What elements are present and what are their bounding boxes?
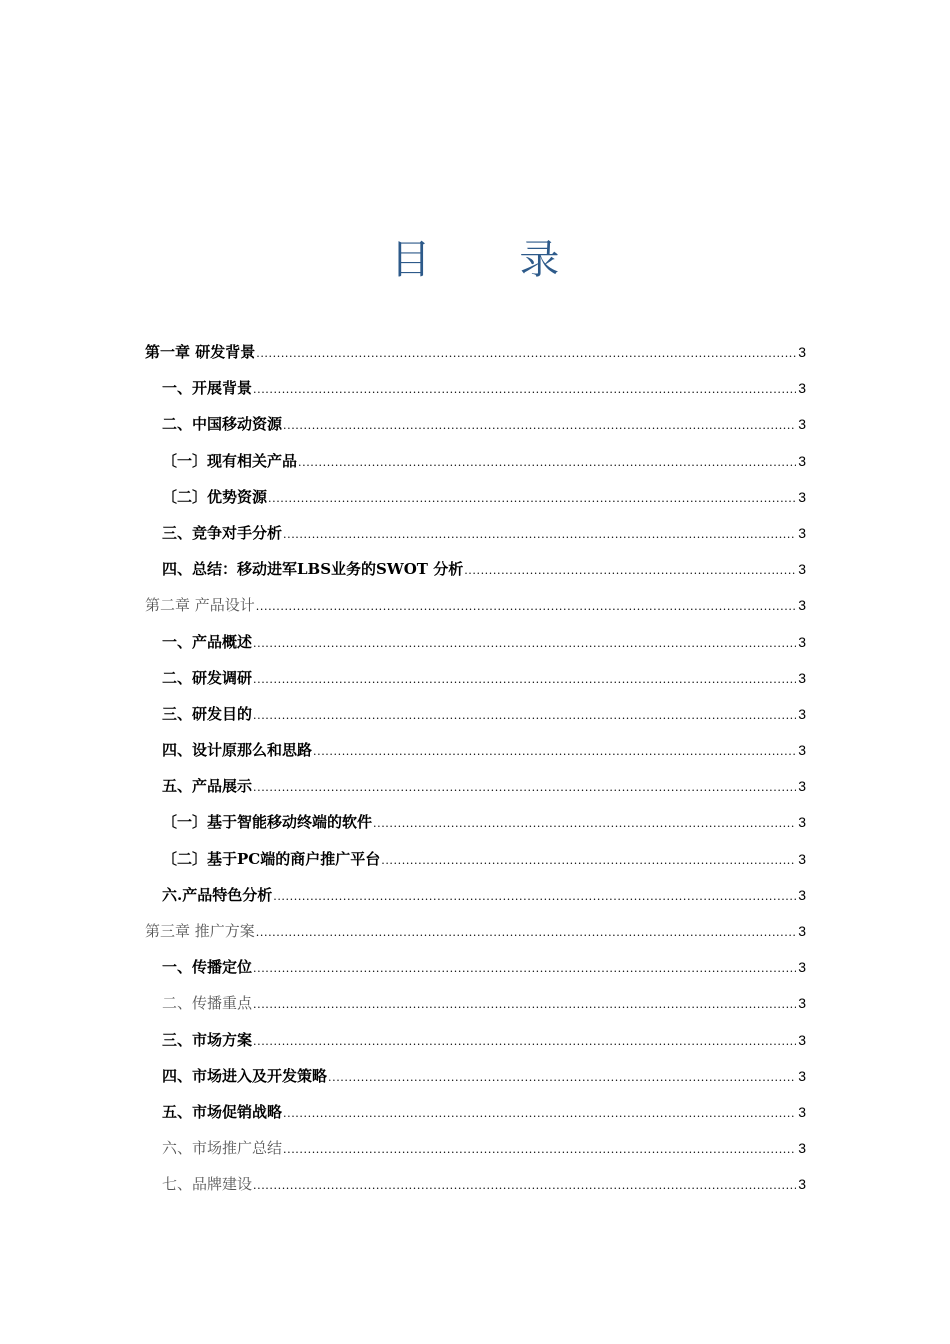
toc-entry-page-number: 3 xyxy=(798,923,806,939)
toc-title: 目 录 xyxy=(390,237,598,283)
toc-entry[interactable] xyxy=(145,949,806,985)
toc-entry-label: 第三章 推广方案 xyxy=(145,922,255,940)
toc-entry-page-number: 3 xyxy=(798,344,806,360)
dot-leader xyxy=(253,985,796,1023)
toc-entry-label: 六、市场推广总结 xyxy=(162,1139,283,1158)
dot-leader xyxy=(381,841,796,879)
toc-entry[interactable] xyxy=(145,985,806,1021)
dot-leader xyxy=(253,1166,796,1204)
toc-entry-page-number: 3 xyxy=(798,524,806,541)
toc-entry-label: 四、设计原那么和思路 xyxy=(162,741,313,760)
toc-entry-page-number: 3 xyxy=(798,416,806,433)
toc-entry[interactable] xyxy=(145,1094,806,1130)
toc-entry-label: 〔二〕基于PC端的商户推广平台 xyxy=(162,849,381,868)
toc-entry-page-number: 3 xyxy=(798,597,806,614)
toc-entry-page-number: 3 xyxy=(798,959,806,976)
toc-entry-label: 一、传播定位 xyxy=(162,958,253,977)
toc-entry-page-number: 3 xyxy=(798,742,806,759)
toc-entry-page-number: 3 xyxy=(798,669,806,686)
dot-leader xyxy=(283,1094,796,1132)
toc-entry-page-number: 3 xyxy=(798,1103,806,1120)
toc-entry-page-number: 3 xyxy=(798,1067,806,1084)
toc-entry-page-number: 3 xyxy=(798,705,806,722)
toc-entry-page-number: 3 xyxy=(798,814,806,831)
dot-leader xyxy=(273,877,796,915)
toc-entry-label: 二、研发调研 xyxy=(162,668,253,687)
toc-entry-page-number: 3 xyxy=(798,452,806,469)
dot-leader xyxy=(313,732,796,770)
toc-entry-label: 二、传播重点 xyxy=(162,994,253,1013)
toc-entry-page-number: 3 xyxy=(798,995,806,1012)
dot-leader xyxy=(253,624,796,662)
toc-entry[interactable] xyxy=(145,877,806,913)
dot-leader xyxy=(328,1058,796,1096)
toc-entry-label: 〔一〕基于智能移动终端的软件 xyxy=(162,813,373,832)
dot-leader xyxy=(253,660,796,698)
toc-entry[interactable] xyxy=(145,804,806,840)
toc-entry-label: 二、中国移动资源 xyxy=(162,415,283,434)
toc-entry[interactable] xyxy=(145,768,806,804)
toc-entry[interactable] xyxy=(145,732,806,768)
toc-entry-page-number: 3 xyxy=(798,778,806,795)
toc-entry-label: 三、市场方案 xyxy=(162,1030,253,1049)
dot-leader xyxy=(298,443,796,481)
dot-leader xyxy=(268,479,796,517)
toc-entry[interactable] xyxy=(145,624,806,660)
dot-leader xyxy=(283,1130,796,1168)
dot-leader xyxy=(256,334,796,372)
toc-entry-page-number: 3 xyxy=(798,1140,806,1157)
toc-entry-page-number: 3 xyxy=(798,1176,806,1193)
dot-leader xyxy=(283,406,796,444)
toc-entry-label: 一、产品概述 xyxy=(162,632,253,651)
toc-entry-page-number: 3 xyxy=(798,850,806,867)
toc-entry-label: 第一章 研发背景 xyxy=(145,343,256,361)
toc-entry[interactable] xyxy=(145,1022,806,1058)
toc-entry-page-number: 3 xyxy=(798,488,806,505)
dot-leader xyxy=(373,804,796,842)
toc-entry-page-number: 3 xyxy=(798,380,806,397)
dot-leader xyxy=(253,768,796,806)
toc-entry[interactable] xyxy=(145,913,806,949)
toc-entry-label: 〔一〕现有相关产品 xyxy=(162,451,298,470)
toc-entry-label: 三、竞争对手分析 xyxy=(162,523,283,542)
toc-entry-page-number: 3 xyxy=(798,633,806,650)
toc-entry[interactable] xyxy=(145,370,806,406)
toc-entry[interactable] xyxy=(145,406,806,442)
toc-entry-label: 一、开展背景 xyxy=(162,379,253,398)
toc-entry[interactable] xyxy=(145,443,806,479)
dot-leader xyxy=(283,515,796,553)
toc-entry[interactable] xyxy=(145,479,806,515)
toc-entry-label: 四、总结：移动进军LBS业务的SWOT 分析 xyxy=(162,560,464,579)
toc-entry-page-number: 3 xyxy=(798,886,806,903)
toc-entry-label: 六.产品特色分析 xyxy=(162,885,273,904)
toc-entry[interactable] xyxy=(145,841,806,877)
toc-entry[interactable] xyxy=(145,696,806,732)
dot-leader xyxy=(253,949,796,987)
toc-entry[interactable] xyxy=(145,660,806,696)
toc-entry-page-number: 3 xyxy=(798,561,806,578)
toc-entry[interactable] xyxy=(145,1166,806,1202)
table-of-contents xyxy=(145,334,806,1203)
toc-entry-label: 第二章 产品设计 xyxy=(145,596,255,615)
toc-entry[interactable] xyxy=(145,334,806,370)
dot-leader xyxy=(464,551,796,589)
dot-leader xyxy=(256,913,796,951)
toc-entry-label: 七、品牌建设 xyxy=(162,1175,253,1194)
toc-entry[interactable] xyxy=(145,551,806,587)
toc-entry-label: 四、市场进入及开发策略 xyxy=(162,1066,328,1085)
dot-leader xyxy=(256,587,796,625)
toc-entry[interactable] xyxy=(145,587,806,623)
toc-entry[interactable] xyxy=(145,1130,806,1166)
dot-leader xyxy=(253,696,796,734)
toc-entry[interactable] xyxy=(145,1058,806,1094)
toc-entry[interactable] xyxy=(145,515,806,551)
dot-leader xyxy=(253,370,796,408)
toc-entry-label: 〔二〕优势资源 xyxy=(162,487,268,506)
toc-entry-label: 三、研发目的 xyxy=(162,704,253,723)
toc-entry-page-number: 3 xyxy=(798,1031,806,1048)
dot-leader xyxy=(253,1022,796,1060)
toc-entry-label: 五、产品展示 xyxy=(162,777,253,796)
toc-entry-label: 五、市场促销战略 xyxy=(162,1102,283,1121)
